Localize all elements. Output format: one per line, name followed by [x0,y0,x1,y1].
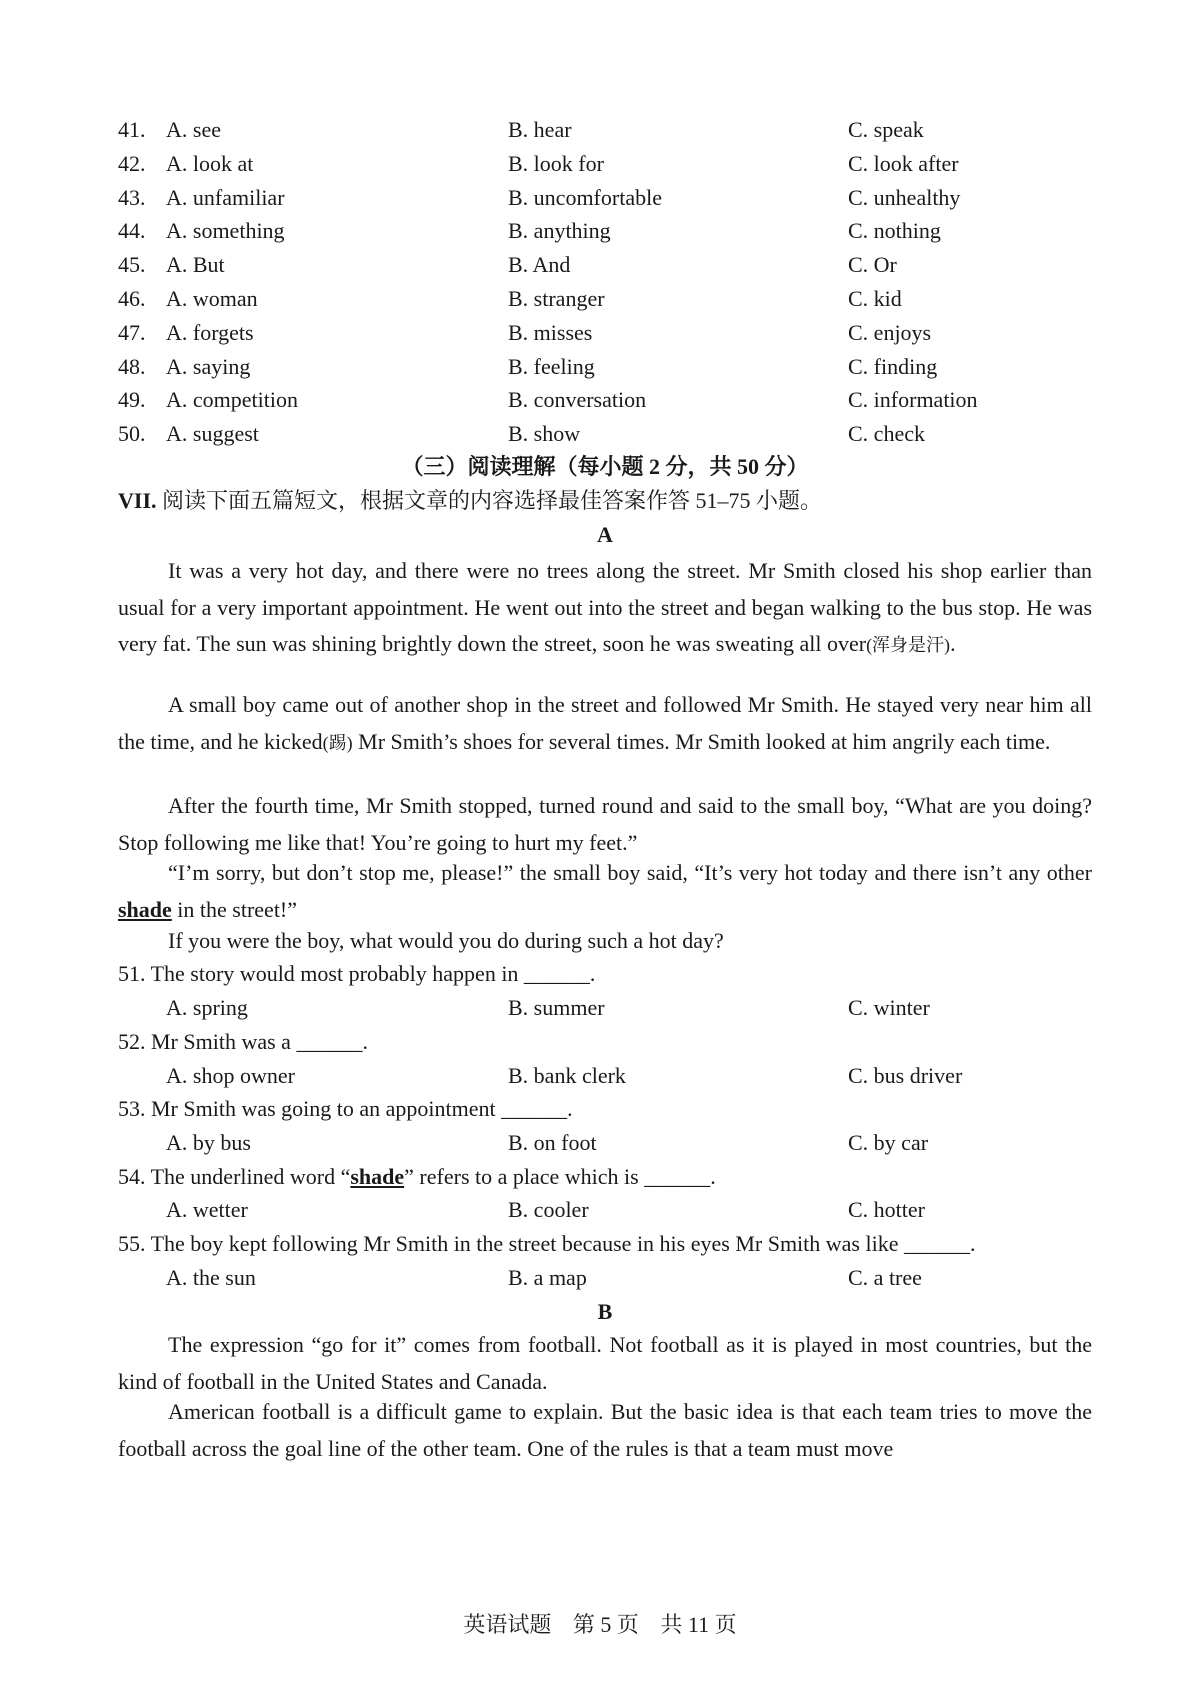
option-b: B. bank clerk [508,1063,626,1088]
passage-a-p1-text: It was a very hot day, and there were no trees along the street. Mr Smith closed his shop earlier than usual for a very important appointment. He went out into the street and began walking to the bus stop. He was very fat. The sun was shining brightly down the street, soon he was sweating all over [118,558,1092,657]
question-52-stem: 52. Mr Smith was a ______. [118,1029,368,1054]
option-b: B. misses [508,319,593,345]
option-b: B. on foot [508,1130,597,1155]
option-row [118,383,1098,417]
option-c: C. a tree [848,1265,922,1290]
question-52-options [118,1059,1098,1093]
option-b: B. stranger [508,286,605,311]
question-55-options [118,1261,1098,1295]
question-number: 41. [118,117,146,142]
option-a: A. see [166,117,221,142]
option-b: B. And [508,252,571,278]
option-row [118,147,1098,181]
question-number: 44. [118,218,146,244]
question-number: 49. [118,387,146,413]
option-row [118,248,1098,282]
passage-a-p4-end: in the street!” [171,896,298,922]
footer-subject: 英语试题 [463,1612,552,1637]
option-b: B. look for [508,150,604,176]
passage-a-paragraph-1 [118,553,1092,664]
passage-a-title: A [597,522,613,547]
option-row [118,417,1098,451]
option-row [118,181,1098,215]
option-a: A. shop owner [166,1063,295,1088]
option-a: A. saying [166,353,251,379]
option-a: A. But [166,252,225,278]
option-b: B. conversation [508,387,647,413]
section-heading: （三）阅读理解（每小题 2 分，共 50 分） [401,454,809,479]
passage-b-paragraph-2: American football is a difficult game to explain. But the basic idea is that each team tries to move the football across the goal line of the other team. One of the rules is that a team must move [118,1399,1092,1461]
question-51-options [118,991,1098,1025]
instruction-line [118,484,1092,518]
passage-a-p1-end: . [950,631,956,657]
option-b: B. summer [508,995,605,1020]
option-b: B. anything [508,218,611,244]
option-row [118,316,1098,350]
footer-page-number: 第 5 页 [572,1612,639,1637]
option-c: C. by car [848,1130,929,1155]
option-a: A. spring [166,995,248,1020]
question-53-options [118,1126,1098,1160]
question-number: 45. [118,252,146,278]
option-b: B. show [508,421,581,447]
option-a: A. look at [166,150,254,176]
option-a: A. unfamiliar [166,184,285,210]
option-a: A. competition [166,387,298,413]
passage-a-p2-end: Mr Smith’s shoes for several times. Mr Smith looked at him angrily each time. [352,728,1051,754]
question-number: 47. [118,319,146,345]
option-row [118,282,1098,316]
question-54-underlined-word: shade [350,1164,405,1189]
passage-a-p2-gloss: (踢) [322,732,353,753]
passage-a-p2-text: A small boy came out of another shop in the street and followed Mr Smith. He stayed very near him all the time, and he kicked [118,692,1092,754]
question-number: 48. [118,353,146,379]
option-c: C. check [848,421,925,447]
option-c: C. winter [848,995,930,1020]
question-number: 43. [118,184,146,210]
option-b: B. a map [508,1265,587,1290]
question-51-stem: 51. The story would most probably happen in ______. [118,961,596,986]
option-b: B. feeling [508,353,595,379]
option-c: C. Or [848,252,897,278]
option-a: A. woman [166,286,258,311]
option-c: C. hotter [848,1197,925,1222]
option-a: A. by bus [166,1130,251,1155]
passage-a-p4-text: “I’m sorry, but don’t stop me, please!” the small boy said, “It’s very hot today and there isn’t any other [168,860,1092,885]
option-a: A. something [166,218,285,244]
question-54-stem [118,1160,1092,1194]
option-row [118,113,1098,147]
option-row [118,214,1098,248]
instruction-text: 阅读下面五篇短文，根据文章的内容选择最佳答案作答 51–75 小题。 [162,488,823,513]
option-c: C. bus driver [848,1063,963,1088]
page-footer [0,1610,1200,1640]
question-number: 46. [118,286,146,311]
option-c: C. look after [848,150,959,176]
option-c: C. kid [848,286,902,311]
option-row [118,350,1098,384]
option-c: C. information [848,387,978,413]
passage-b-paragraph-1: The expression “go for it” comes from football. Not football as it is played in most countries, but the kind of football in the United States and Canada. [118,1332,1092,1394]
passage-a-paragraph-4 [118,855,1092,928]
option-c: C. speak [848,117,924,142]
option-a: A. wetter [166,1197,248,1222]
question-54-stem-start: 54. The underlined word “ [118,1164,351,1189]
underlined-word-shade: shade [118,896,172,922]
option-b: B. hear [508,117,572,142]
question-53-stem: 53. Mr Smith was going to an appointment ______. [118,1096,573,1121]
option-c: C. enjoys [848,319,932,345]
passage-b-title: B [597,1299,613,1324]
question-number: 42. [118,150,146,176]
option-c: C. unhealthy [848,184,961,210]
option-a: A. the sun [166,1265,256,1290]
option-c: C. nothing [848,218,941,244]
question-number: 50. [118,421,146,447]
passage-a-paragraph-5: If you were the boy, what would you do during such a hot day? [168,928,724,953]
question-54-options [118,1193,1098,1227]
option-b: B. uncomfortable [508,184,662,210]
option-c: C. finding [848,353,938,379]
passage-a-p1-gloss: (浑身是汗) [866,635,951,656]
passage-a-paragraph-2 [118,687,1092,761]
footer-total-pages: 共 11 页 [660,1612,737,1637]
option-a: A. suggest [166,421,259,447]
question-54-stem-end: ” refers to a place which is ______. [404,1164,716,1189]
passage-a-paragraph-3: After the fourth time, Mr Smith stopped, turned round and said to the small boy, “What are you doing? Stop following me like that! You’re going to hurt my feet.” [118,793,1092,855]
option-a: A. forgets [166,319,254,345]
option-b: B. cooler [508,1197,589,1222]
question-55-stem: 55. The boy kept following Mr Smith in the street because in his eyes Mr Smith was like ______. [118,1231,976,1256]
instruction-label: VII. [118,488,157,513]
